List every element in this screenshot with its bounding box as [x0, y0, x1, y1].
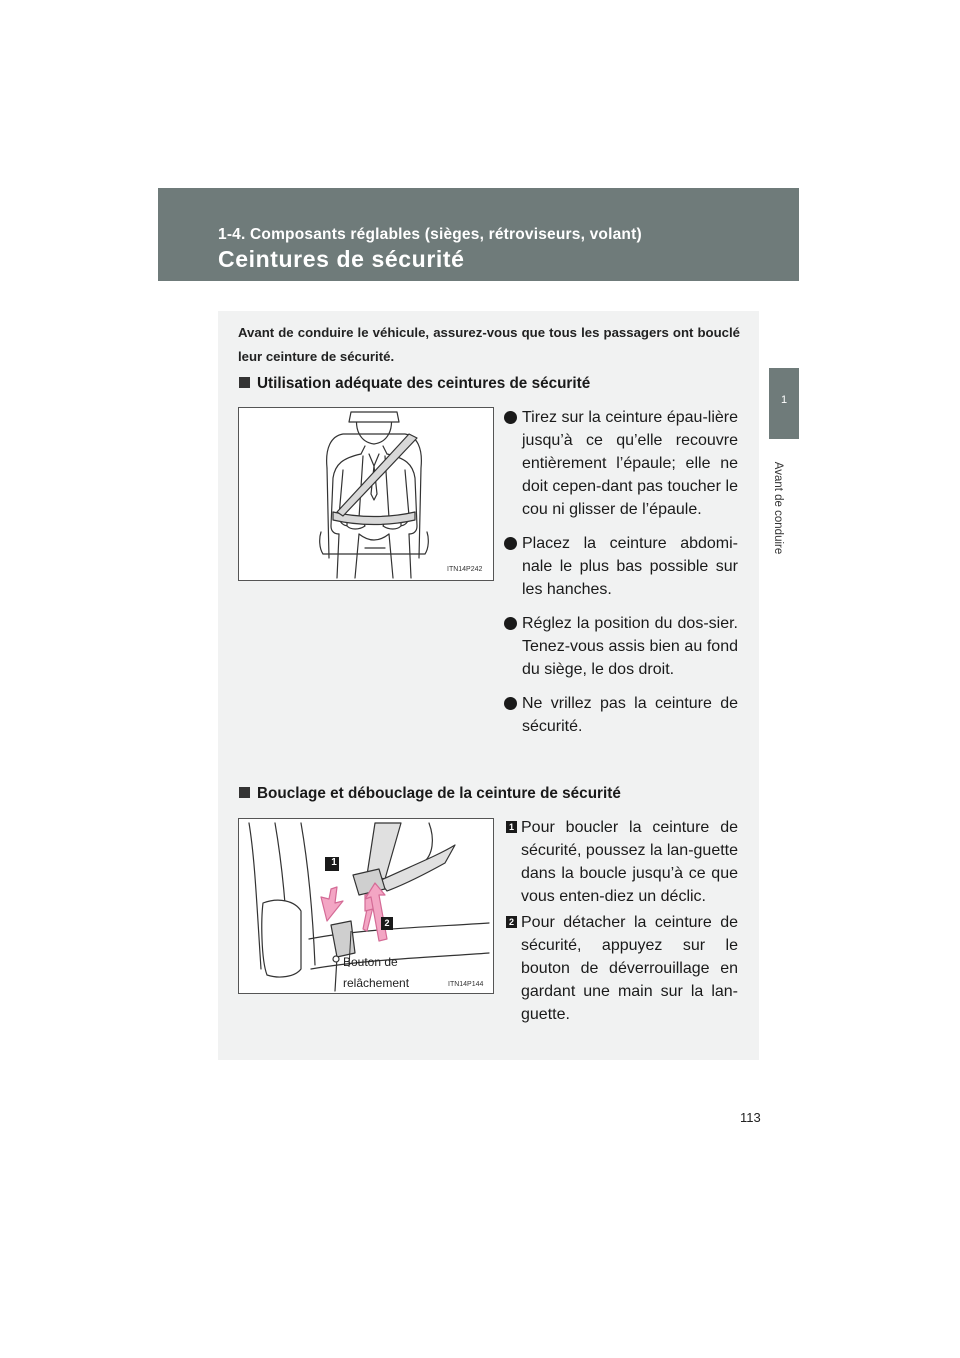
list-item: 2 Pour détacher la ceinture de sécurité, appuyez sur le bouton de déverrouillage en gardant une main sur la lan-guette.: [506, 911, 738, 1026]
list-item: Placez la ceinture abdomi-nale le plus bas possible sur les hanches.: [504, 532, 738, 601]
marker-2: 2: [384, 918, 390, 928]
step-number-2: 2: [506, 916, 517, 928]
step-number-1: 1: [506, 821, 517, 833]
section-heading-buckling: Bouclage et débouclage de la ceinture de sécurité: [239, 785, 621, 803]
release-button-callout: Bouton de relâchement: [343, 955, 410, 990]
buckling-steps: [506, 816, 738, 1026]
square-bullet-icon: [239, 787, 250, 798]
bullet-dot-icon: [504, 617, 517, 630]
chapter-number: 1: [780, 394, 788, 406]
section-heading-usage: Utilisation adéquate des ceintures de sécurité: [239, 375, 590, 393]
chapter-tab[interactable]: [769, 368, 799, 439]
bullet-dot-icon: [504, 537, 517, 550]
figure-seated-passenger: [238, 407, 494, 581]
page-title: Ceintures de sécurité: [218, 246, 465, 272]
figure-buckle: [238, 818, 494, 994]
figure-code: ITN14P144: [448, 981, 484, 988]
list-item: 1 Pour boucler la ceinture de sécurité, poussez la lan-guette dans la boucle jusqu’à ce que vous enten-diez un déclic.: [506, 816, 738, 908]
list-item: Réglez la position du dos-sier. Tenez-vous assis bien au fond du siège, le dos droit.: [504, 612, 738, 681]
chapter-header: [158, 188, 799, 281]
square-bullet-icon: [239, 377, 250, 388]
bullet-dot-icon: [504, 411, 517, 424]
bullet-dot-icon: [504, 697, 517, 710]
list-item: Ne vrillez pas la ceinture de sécurité.: [504, 692, 738, 738]
seated-passenger-illustration: [239, 408, 493, 580]
section-title: 1-4. Composants réglables (sièges, rétroviseurs, volant): [218, 226, 642, 243]
marker-1: 1: [331, 857, 337, 868]
figure-code: ITN14P242: [447, 566, 483, 573]
usage-bullet-list: [504, 406, 738, 749]
page-number: 113: [740, 1110, 761, 1125]
intro-text: Avant de conduire le véhicule, assurez-vous que tous les passagers ont bouclé leur ceinture de sécurité.: [238, 325, 740, 364]
content-panel: [218, 311, 759, 1060]
list-item: Tirez sur la ceinture épau-lière jusqu’à ce qu’elle recouvre entièrement l’épaule; elle ne doit cepen-dant pas toucher le cou ni glisser de l’épaule.: [504, 406, 738, 521]
